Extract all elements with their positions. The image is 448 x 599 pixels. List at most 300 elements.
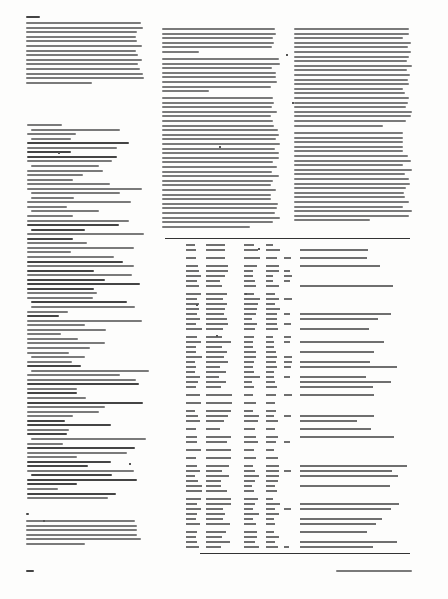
table-cell [186,293,201,295]
table-cell [244,457,256,459]
text-line [162,72,276,74]
list-line [31,438,146,440]
table-cell [300,265,380,267]
table-cell [300,394,374,396]
text-line [26,525,137,527]
list-line [31,165,99,167]
list-line [31,306,135,308]
list-line [27,433,67,435]
list-line [27,201,131,203]
table-cell [266,428,275,430]
text-line [294,46,408,48]
table-cell [244,361,254,363]
table-cell [244,341,253,343]
list-line [27,470,134,472]
text-line [294,160,411,162]
table-cell [186,318,200,320]
table-cell [284,356,292,358]
table-cell [300,523,376,525]
list-line [27,333,61,335]
table-cell [186,508,201,510]
table-cell [206,270,228,272]
table-cell [186,503,197,505]
table-cell [266,328,278,330]
list-line [27,447,135,449]
table-cell [266,351,276,353]
table-cell [266,465,279,467]
text-line [294,164,403,166]
text-line [294,83,409,85]
table-cell [266,285,279,287]
table-cell [206,293,227,295]
table-cell [244,531,257,533]
table-cell [186,356,202,358]
text-line [162,166,277,168]
text-line [162,67,272,69]
text-line [162,51,199,53]
list-line [27,493,116,495]
list-line [31,129,120,131]
table-cell [244,244,254,246]
table-cell [300,376,366,378]
table-cell [206,257,225,259]
list-line [27,170,103,172]
table-cell [244,318,252,320]
table-cell [244,436,256,438]
list-line [27,324,85,326]
table-cell [186,475,195,477]
table-cell [300,366,397,368]
table-cell [244,280,255,282]
text-line [26,543,85,545]
table-cell [244,490,254,492]
table-cell [186,480,198,482]
table-cell [186,465,197,467]
text-line [162,226,250,228]
table-cell [186,410,195,412]
list-line [27,133,76,135]
text-line [294,111,412,113]
table-cell [206,508,223,510]
list-line [27,215,73,217]
table-cell [266,536,279,538]
table-cell [266,546,278,548]
table-cell [300,386,373,388]
scan-speck [219,146,221,148]
list-line [27,124,62,126]
text-line [162,194,271,196]
table-cell [206,313,224,315]
table-cell [284,546,289,548]
text-line [162,76,276,78]
table-cell [284,341,290,343]
text-line [294,33,409,35]
text-line [162,175,279,177]
table-cell [244,376,260,378]
table-cell [266,257,277,259]
text-line [294,146,403,148]
table-cell [206,351,227,353]
table-cell [300,546,373,548]
list-line [27,365,81,367]
text-line [162,217,280,219]
table-cell [244,265,257,267]
table-cell [244,508,253,510]
list-line [27,383,139,385]
text-line [26,73,143,75]
table-cell [206,381,226,383]
table-cell [186,285,199,287]
table-cell [244,546,259,548]
table-cell [300,285,393,287]
list-line [27,183,110,185]
text-line [162,161,273,163]
table-cell [206,366,220,368]
list-line [27,497,108,499]
table-cell [244,523,256,525]
table-cell [266,386,277,388]
table-cell [206,303,227,305]
list-line [27,288,94,290]
scan-speck [58,152,60,154]
table-cell [206,475,229,477]
table-cell [186,536,196,538]
table-cell [266,402,275,404]
text-line [26,22,141,24]
table-cell [206,465,229,467]
table-cell [300,249,368,251]
table-cell [300,518,382,520]
table-cell [244,485,252,487]
text-line [26,40,137,42]
table-cell [266,480,278,482]
table-cell [244,323,257,325]
list-line [27,156,117,158]
text-line [162,212,275,214]
table-cell [284,323,291,325]
list-line [27,392,77,394]
text-line [162,58,279,60]
table-cell [186,531,197,533]
table-cell [266,498,273,500]
table-cell [206,318,227,320]
table-cell [244,313,256,315]
table-cell [300,313,391,315]
text-line [26,27,143,29]
text-line [162,115,271,117]
table-cell [284,366,291,368]
table-cell [266,308,280,310]
table-top-rule [165,238,410,239]
table-cell [206,436,231,438]
table-cell [186,361,195,363]
table-cell [206,386,221,388]
text-line [294,28,409,30]
table-cell [300,381,391,383]
text-line [294,183,410,185]
list-line [27,465,88,467]
list-line [27,352,69,354]
text-line [294,79,408,81]
table-cell [206,480,221,482]
table-cell [266,341,274,343]
table-cell [186,513,197,515]
table-cell [300,485,390,487]
table-cell [300,361,370,363]
table-cell [186,449,201,451]
table-cell [206,490,227,492]
table-cell [206,523,230,525]
list-line [31,474,112,476]
table-cell [206,285,222,287]
table-cell [206,336,222,338]
text-line [162,180,273,182]
table-cell [244,336,254,338]
table-cell [206,415,228,417]
table-cell [284,280,290,282]
text-line [26,82,92,84]
list-line [27,279,105,281]
list-line [31,301,127,303]
list-line [27,452,127,454]
table-cell [300,328,369,330]
table-cell [300,541,397,543]
text-line [294,210,412,212]
list-line [27,256,114,258]
table-cell [244,351,256,353]
table-cell [266,244,273,246]
text-line [26,534,137,536]
table-cell [244,402,256,404]
table-cell [186,336,197,338]
table-cell [284,313,290,315]
text-line [294,42,411,44]
table-cell [206,402,232,404]
table-cell [266,371,274,373]
table-cell [206,394,232,396]
scan-speck [258,248,260,250]
table-cell [300,318,378,320]
table-cell [266,323,277,325]
table-cell [266,356,277,358]
table-cell [186,490,202,492]
table-cell [186,415,198,417]
table-cell [300,475,398,477]
table-cell [244,513,259,515]
table-cell [244,441,258,443]
text-line [294,155,408,157]
table-cell [186,275,201,277]
table-cell [206,428,220,430]
table-cell [206,498,231,500]
table-cell [266,265,279,267]
list-line [27,415,73,417]
text-line [294,56,409,58]
table-cell [266,531,274,533]
list-line [27,397,86,399]
table-cell [186,270,199,272]
table-cell [244,518,253,520]
table-cell [206,518,223,520]
text-line [162,106,272,108]
list-line [31,229,85,231]
text-line [294,169,412,171]
table-cell [284,470,291,472]
list-line [27,420,65,422]
text-line [26,59,142,61]
table-cell [206,275,225,277]
table-cell [186,265,198,267]
table-cell [206,470,222,472]
text-line [162,63,280,65]
table-cell [206,323,228,325]
table-cell [244,275,253,277]
text-line [26,513,29,515]
list-line [27,251,71,253]
table-cell [266,449,274,451]
list-line [27,233,144,235]
table-cell [206,485,221,487]
table-cell [186,470,200,472]
table-cell [266,410,276,412]
list-line [27,142,129,144]
table-cell [186,518,196,520]
table-cell [186,498,201,500]
list-line [27,320,142,322]
table-cell [266,513,279,515]
table-cell [186,244,195,246]
list-line [27,160,112,162]
table-cell [186,420,200,422]
list-line [27,374,120,376]
table-cell [186,371,195,373]
text-line [162,28,275,30]
text-line [294,115,411,117]
text-line [26,538,141,540]
table-cell [244,410,253,412]
scan-speck [216,335,218,337]
table-cell [244,498,258,500]
table-cell [244,394,253,396]
table-cell [206,371,226,373]
text-line [26,63,138,65]
list-line [27,483,77,485]
table-cell [206,280,220,282]
text-line [294,60,407,62]
table-cell [300,420,357,422]
text-line [162,203,278,205]
list-line [27,179,73,181]
list-line [27,388,77,390]
table-cell [206,328,223,330]
text-line [294,187,406,189]
table-cell [266,518,274,520]
table-cell [266,298,279,300]
table-cell [186,485,202,487]
list-line [31,192,120,194]
text-line [162,90,209,92]
list-line [27,261,123,263]
text-line [294,97,409,99]
list-line [27,443,63,445]
table-cell [284,361,292,363]
text-line [294,173,405,175]
scan-speck [286,54,288,56]
table-cell [266,361,276,363]
list-line [27,406,105,408]
list-line [27,297,93,299]
table-cell [244,386,254,388]
list-line [31,210,99,212]
table-cell [266,523,275,525]
text-line [294,192,404,194]
running-title [336,570,412,572]
table-cell [284,441,290,443]
text-line [162,189,276,191]
table-cell [244,328,255,330]
table-cell [266,436,278,438]
table-cell [284,336,291,338]
table-cell [244,356,256,358]
table-cell [266,366,277,368]
table-cell [300,531,367,533]
text-line [294,102,408,104]
table-cell [244,249,258,251]
text-line [26,36,136,38]
text-line [162,221,273,223]
text-line [294,37,403,39]
list-line [27,338,78,340]
list-line [27,147,117,149]
text-line [162,207,277,209]
table-cell [206,503,231,505]
list-line [27,461,111,463]
list-line [27,188,142,190]
table-cell [244,420,258,422]
table-cell [266,270,279,272]
table-cell [300,257,367,259]
list-line [31,197,74,199]
table-cell [206,410,231,412]
list-line [27,292,97,294]
list-line [27,479,137,481]
list-line [27,488,58,490]
table-cell [186,346,196,348]
text-line [294,141,403,143]
table-cell [206,536,222,538]
table-cell [206,546,221,548]
text-line [26,77,144,79]
text-line [294,51,411,53]
list-line [27,424,111,426]
text-line [162,102,274,104]
table-cell [206,449,231,451]
table-cell [244,449,254,451]
table-cell [266,376,274,378]
table-cell [300,415,374,417]
table-cell [186,436,197,438]
table-cell [244,257,260,259]
text-line [26,16,40,18]
table-cell [206,541,230,543]
page-number [26,570,34,572]
table-cell [206,457,231,459]
table-cell [300,508,391,510]
table-cell [266,503,280,505]
list-line [27,224,119,226]
table-cell [206,513,225,515]
list-line [27,265,134,267]
